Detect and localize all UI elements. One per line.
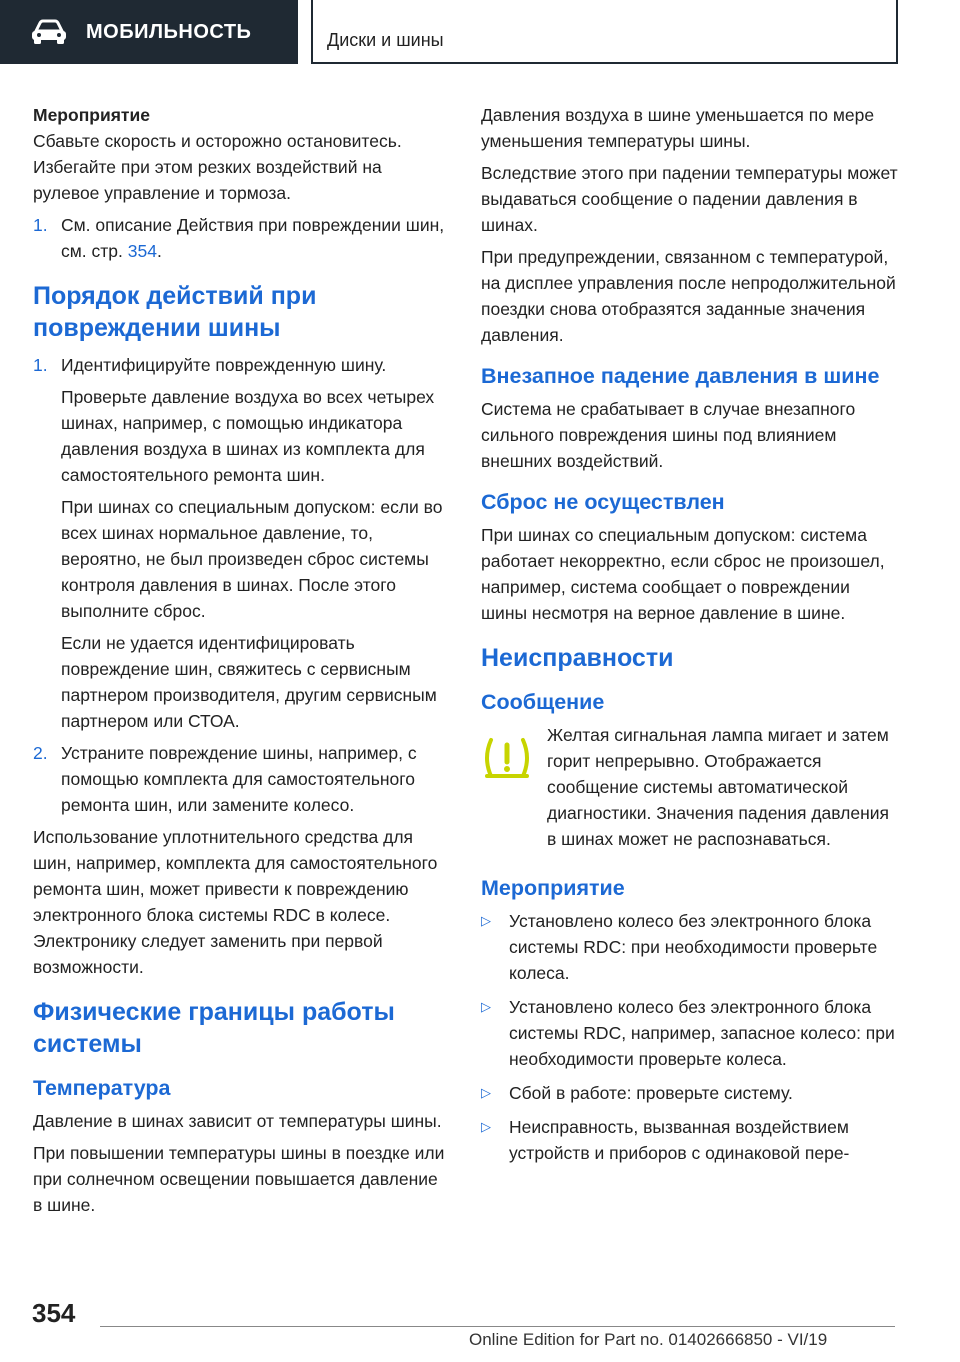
list-text-part: . [156, 241, 162, 261]
section-title: МОБИЛЬНОСТЬ [86, 20, 252, 43]
bullet-item [481, 908, 899, 986]
heading-temperature: Температура [33, 1076, 171, 1100]
sudden-paragraph: Система не срабатывает в случае внезапного сильного повреждения шины под влиянием внешних воздействий. [481, 399, 856, 471]
heading-faults: Неисправности [481, 644, 674, 672]
heading-sudden-drop: Внезапное падение давления в шине [481, 364, 880, 388]
action-paragraph: Сбавьте скорость и осторожно остановитесь. Избегайте при этом резких воздействий на рулевое управление и тормоза. [33, 131, 402, 203]
right-column [481, 102, 899, 1174]
list-number: 2. [33, 743, 48, 763]
chapter-title: Диски и шины [327, 30, 444, 50]
temperature-paragraph: При предупреждении, связанном с температурой, на дисплее управления после непродолжительной поездки снова отобразятся заданные значения давления. [481, 247, 896, 345]
bullet-marker: ▷ [481, 1085, 491, 1100]
procedure-paragraph: Проверьте давление воздуха во всех четырех шинах, например, с помощью индикатора давления воздуха в шинах из комплекта для самостоятельного ремонта шин. [61, 387, 435, 485]
action-heading: Мероприятие [33, 105, 150, 125]
list-item [33, 352, 451, 378]
bullet-text: Неисправность, вызванная воздействием устройств и приборов с одинаковой пере- [509, 1117, 850, 1163]
heading-measure: Мероприятие [481, 876, 625, 900]
heading-limits: Физические границы работы системы [33, 998, 395, 1058]
list-item [33, 740, 451, 818]
list-text [61, 212, 451, 264]
list-number: 1. [33, 215, 48, 235]
bullet-text: Установлено колесо без электронного блока системы RDC: при необходимости проверьте колеса. [509, 911, 878, 983]
message-block [481, 722, 899, 852]
bullet-marker: ▷ [481, 913, 491, 928]
tire-pressure-warning-icon [481, 732, 533, 784]
procedure-paragraph: При шинах со специальным допуском: если во всех шинах нормальное давление, то, вероятно, не был произведен сброс системы контроля давления в шинах. После этого выполните сброс. [61, 497, 443, 621]
sealant-paragraph: Использование уплотнительного средства для шин, например, комплекта для самостоятельного ремонта шин, может привести к повреждению электронного блока системы RDC в колесе. Электронику следует заменить при первой возможности. [33, 827, 438, 977]
page-number: 354 [32, 1298, 76, 1328]
footer-divider [100, 1326, 895, 1327]
chapter-header [311, 0, 898, 64]
bullet-marker: ▷ [481, 999, 491, 1014]
bullet-item [481, 994, 899, 1072]
bullet-item [481, 1080, 899, 1106]
car-icon [30, 19, 68, 45]
temperature-paragraph: Вследствие этого при падении температуры может выдаваться сообщение о падении давления в шинах. [481, 163, 898, 235]
heading-procedure: Порядок действий при повреждении шины [33, 282, 317, 342]
procedure-paragraph: Если не удается идентифицировать повреждение шин, свяжитесь с сервисным партнером производителя, другим сервисным партнером или СТОА. [61, 633, 437, 731]
temperature-paragraph: Давление в шинах зависит от температуры шины. [33, 1111, 442, 1131]
message-paragraph: Желтая сигнальная лампа мигает и затем горит непрерывно. Отображается сообщение системы автоматической диагностики. Значения падения давления в шинах может не распознаваться. [547, 725, 890, 849]
list-text: Идентифицируйте поврежденную шину. [61, 355, 387, 375]
section-tab [0, 0, 298, 64]
page-link[interactable]: 354 [127, 241, 157, 261]
temperature-paragraph: Давления воздуха в шине уменьшается по мере уменьшения температуры шины. [481, 105, 875, 151]
left-column [33, 102, 451, 1224]
list-text-part: См. описание Действия при повреждении шин, см. стр. [61, 215, 445, 261]
bullet-item [481, 1114, 899, 1166]
temperature-paragraph: При повышении температуры шины в поездке или при солнечном освещении повышается давление в шине. [33, 1143, 445, 1215]
list-number: 1. [33, 355, 48, 375]
bullet-text: Установлено колесо без электронного блока системы RDC, например, запасное колесо: при необходимости проверьте колеса. [509, 997, 895, 1069]
list-item [33, 212, 451, 264]
bullet-text: Сбой в работе: проверьте систему. [509, 1083, 793, 1103]
reset-paragraph: При шинах со специальным допуском: система работает некорректно, если сброс не произошел, например, система сообщает о повреждении шины несмотря на верное давление в шине. [481, 525, 885, 623]
footer-edition: Online Edition for Part no. 01402666850 - VI/19 [469, 1330, 828, 1349]
list-text: Устраните повреждение шины, например, с помощью комплекта для самостоятельного ремонта шин, или замените колесо. [61, 743, 417, 815]
heading-message: Сообщение [481, 690, 605, 714]
bullet-marker: ▷ [481, 1119, 491, 1134]
heading-reset: Сброс не осуществлен [481, 490, 725, 514]
